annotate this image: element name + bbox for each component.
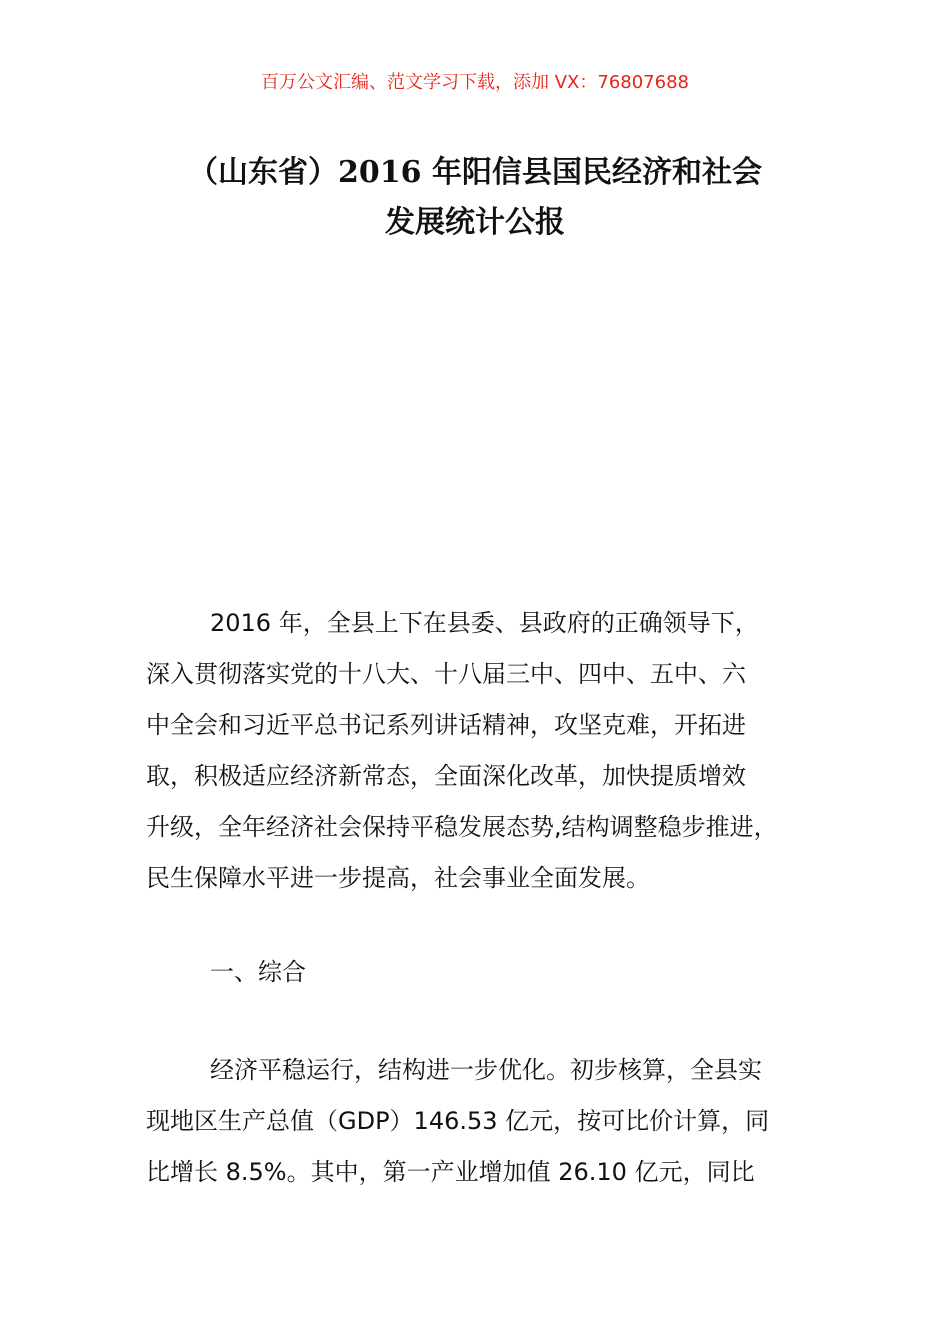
paragraph-line: 中全会和习近平总书记系列讲话精神，攻坚克难，开拓进 <box>146 711 746 739</box>
summary-paragraph <box>146 1045 826 1198</box>
paragraph-line: 现地区生产总值（GDP）146.53 亿元，按可比价计算，同 <box>146 1107 770 1135</box>
paragraph-line: 升级，全年经济社会保持平稳发展态势,结构调整稳步推进， <box>146 813 778 841</box>
paragraph-line: 经济平稳运行，结构进一步优化。初步核算，全县实 <box>210 1056 762 1084</box>
title-line-2: 发展统计公报 <box>385 205 565 240</box>
intro-paragraph <box>146 598 826 904</box>
paragraph-line: 比增长 8.5%。其中，第一产业增加值 26.10 亿元，同比 <box>146 1158 755 1186</box>
paragraph-line: 2016 年，全县上下在县委、县政府的正确领导下， <box>210 609 759 637</box>
paragraph-line: 取，积极适应经济新常态，全面深化改革，加快提质增效 <box>146 762 746 790</box>
section-heading <box>146 947 826 998</box>
section-heading-text: 一、综合 <box>210 958 306 986</box>
title-line-1: （山东省）2016 年阳信县国民经济和社会 <box>188 155 762 190</box>
document-title <box>100 148 850 248</box>
header-note: 百万公文汇编、范文学习下载，添加 VX：76807688 <box>261 72 689 93</box>
paragraph-line: 民生保障水平进一步提高，社会事业全面发展。 <box>146 864 650 892</box>
paragraph-line: 深入贯彻落实党的十八大、十八届三中、四中、五中、六 <box>146 660 746 688</box>
